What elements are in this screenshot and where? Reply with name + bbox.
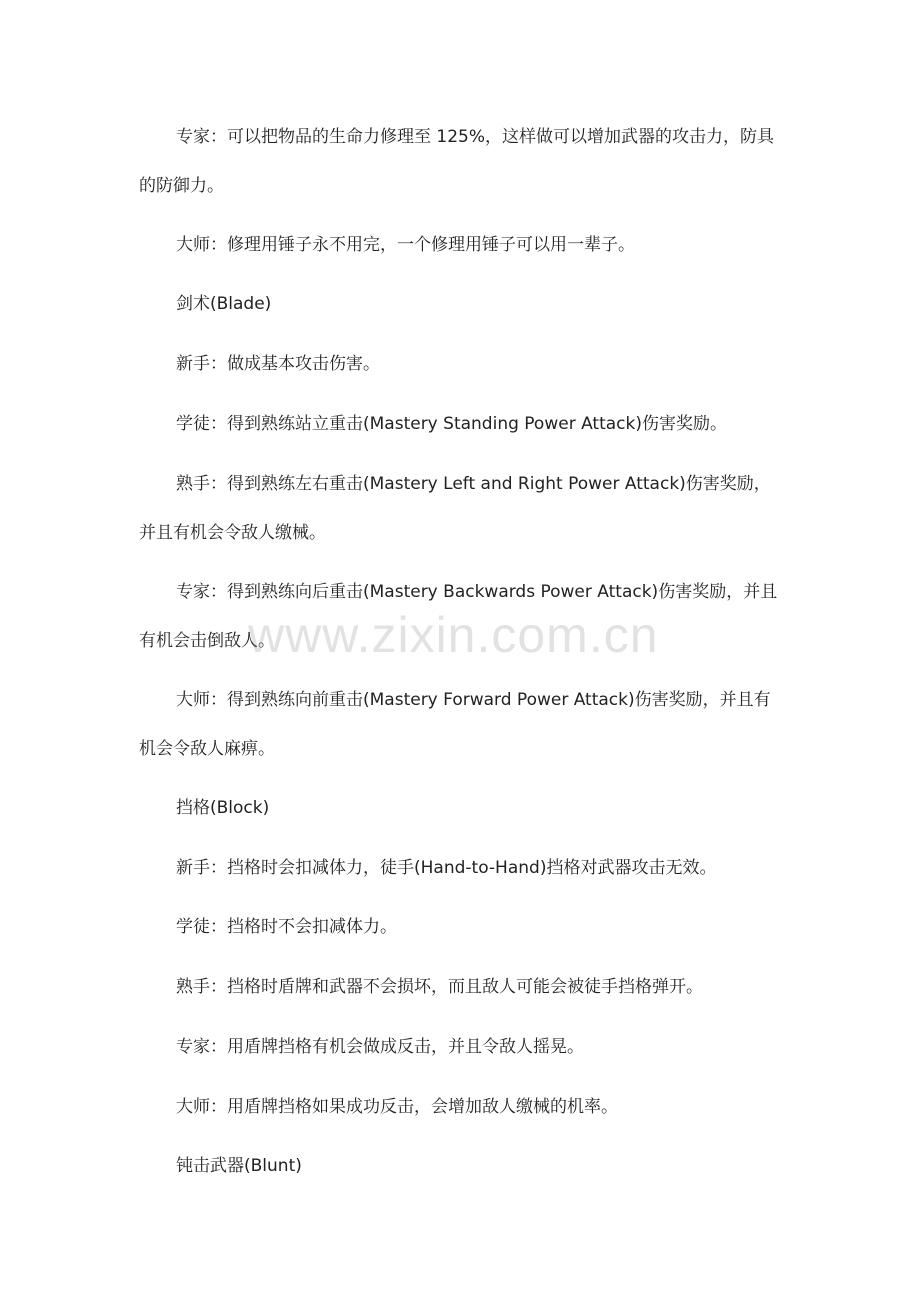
paragraph-blade-journeyman: 熟手：得到熟练左右重击(Mastery Left and Right Power Attack)伤害奖励，并且有机会令敌人缴械。 <box>139 474 771 543</box>
watermark: www.zixin.com.cn <box>248 607 659 663</box>
section-heading-blunt: 钝击武器(Blunt) <box>176 1156 302 1176</box>
paragraph-block-novice: 新手：挡格时会扣减体力，徒手(Hand-to-Hand)挡格对武器攻击无效。 <box>176 858 717 878</box>
section-heading-blade: 剑术(Blade) <box>176 294 272 314</box>
section-heading-block: 挡格(Block) <box>176 798 270 818</box>
paragraph-blade-novice: 新手：做成基本攻击伤害。 <box>176 354 380 374</box>
paragraph-block-master: 大师：用盾牌挡格如果成功反击，会增加敌人缴械的机率。 <box>176 1097 618 1117</box>
paragraph-block-expert: 专家：用盾牌挡格有机会做成反击，并且令敌人摇晃。 <box>176 1037 584 1057</box>
paragraph-blade-expert: 专家：得到熟练向后重击(Mastery Backwards Power Attack)伤害奖励，并且有机会击倒敌人。 <box>139 582 778 651</box>
paragraph-block-journeyman: 熟手：挡格时盾牌和武器不会损坏，而且敌人可能会被徒手挡格弹开。 <box>176 977 703 997</box>
paragraph-master-repair: 大师：修理用锤子永不用完，一个修理用锤子可以用一辈子。 <box>176 235 635 255</box>
paragraph-expert-repair: 专家：可以把物品的生命力修理至 125%，这样做可以增加武器的攻击力，防具的防御力。 <box>139 127 775 196</box>
paragraph-blade-apprentice: 学徒：得到熟练站立重击(Mastery Standing Power Attack)伤害奖励。 <box>176 414 727 434</box>
paragraph-blade-master: 大师：得到熟练向前重击(Mastery Forward Power Attack)伤害奖励，并且有机会令敌人麻痹。 <box>139 690 771 759</box>
paragraph-block-apprentice: 学徒：挡格时不会扣减体力。 <box>176 917 397 937</box>
